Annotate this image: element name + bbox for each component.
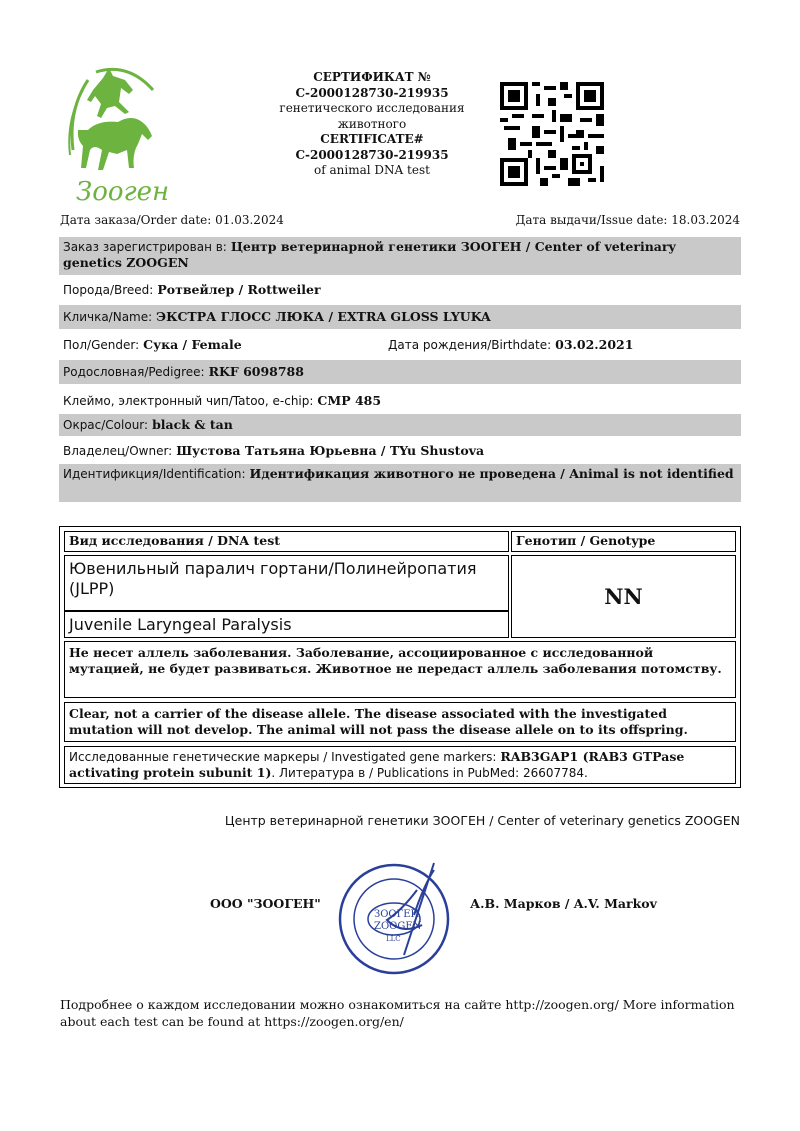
genotype-column-header: Генотип / Genotype (511, 531, 736, 552)
gender-label: Пол/Gender: (63, 338, 140, 352)
result-ru: Не несет аллель заболевания. Заболевание, ассоциированное с исследованной мутацией, не будет развиваться. Животное не передаст аллель заболевания потомству. (64, 641, 736, 698)
certificate-title-ru: СЕРТИФИКАТ № (313, 70, 431, 84)
registered-value: Центр ветеринарной генетики ЗООГЕН / Center of veterinary genetics ZOOGEN (63, 239, 676, 270)
certificate-number-ru: C-2000128730-219935 (295, 85, 449, 100)
identification-row (59, 464, 741, 502)
chip-row (59, 391, 741, 411)
footer-info: Подробнее о каждом исследовании можно ознакомиться на сайте http://zoogen.org/ More information about each test can be found at https://zoogen.org/en/ (60, 997, 735, 1029)
chip-label: Клеймо, электронный чип/Tatoo, e-chip: (63, 394, 314, 408)
svg-text:LLC: LLC (386, 935, 401, 943)
name-value: ЭКСТРА ГЛОСС ЛЮКА / EXTRA GLOSS LYUKA (156, 309, 491, 324)
colour-value: black & tan (152, 417, 233, 432)
qr-code-icon (500, 82, 604, 186)
organization-name: ООО "ЗООГЕН" (210, 896, 321, 911)
pedigree-value: RKF 6098788 (208, 364, 304, 379)
chip-value: CMP 485 (317, 393, 382, 408)
stamp-icon (334, 855, 458, 979)
results-table (59, 526, 741, 788)
horse-logo-icon (58, 60, 168, 210)
genotype-value: NN (511, 555, 736, 638)
test-column-header: Вид исследования / DNA test (64, 531, 509, 552)
identification-label: Идентификция/Identification: (63, 467, 246, 481)
birthdate-value: 03.02.2021 (555, 337, 634, 352)
markers-label: Исследованные генетические маркеры / Investigated gene markers: (69, 750, 497, 764)
markers-value: RAB3GAP1 (RAB3 GTPase activating protein subunit 1) (69, 749, 685, 780)
literature: . Литература в / Publications in PubMed: 26607784. (271, 766, 588, 780)
center-name: Центр ветеринарной генетики ЗООГЕН / Center of veterinary genetics ZOOGEN (224, 813, 740, 828)
gender-row (59, 335, 741, 355)
owner-label: Владелец/Owner: (63, 444, 173, 458)
certificate-subtitle-ru-2: животного (337, 116, 407, 131)
birthdate-label: Дата рождения/Birthdate: (388, 338, 552, 352)
certificate-title-block (256, 70, 488, 179)
test-name-en: Juvenile Laryngeal Paralysis (64, 611, 509, 638)
order-date: Дата заказа/Order date: 01.03.2024 (60, 213, 284, 227)
svg-text:ЗООГЕН: ЗООГЕН (374, 909, 420, 920)
registered-label: Заказ зарегистрирован в: (63, 240, 227, 254)
svg-text:Зооген: Зооген (76, 177, 168, 207)
colour-label: Окрас/Colour: (63, 418, 149, 432)
breed-row (59, 280, 741, 300)
gender-value: Сука / Female (143, 337, 242, 352)
registered-row (59, 237, 741, 275)
pedigree-label: Родословная/Pedigree: (63, 365, 205, 379)
result-en: Clear, not a carrier of the disease allele. The disease associated with the investigated mutation will not develop. The animal will not pass the disease allele on to its offspring. (64, 702, 736, 742)
name-row (59, 305, 741, 329)
identification-value: Идентификация животного не проведена / Animal is not identified (249, 466, 734, 481)
signer-name: А.В. Марков / A.V. Markov (470, 896, 657, 911)
breed-label: Порода/Breed: (63, 283, 154, 297)
certificate-number-en: C-2000128730-219935 (295, 147, 449, 162)
certificate-subtitle-en: of animal DNA test (314, 163, 430, 177)
name-label: Кличка/Name: (63, 310, 153, 324)
colour-row (59, 414, 741, 436)
owner-value: Шустова Татьяна Юрьевна / TYu Shustova (176, 443, 485, 458)
breed-value: Ротвейлер / Rottweiler (157, 282, 321, 297)
pedigree-row (59, 360, 741, 384)
svg-text:ZOOGEN: ZOOGEN (374, 921, 422, 932)
gene-markers (64, 746, 736, 784)
certificate-title-en: CERTIFICATE# (320, 132, 424, 146)
issue-date: Дата выдачи/Issue date: 18.03.2024 (515, 213, 740, 227)
zoogen-logo (58, 60, 168, 210)
test-name-ru: Ювенильный паралич гортани/Полинейропатия (JLPP) (64, 555, 509, 611)
owner-row (59, 441, 741, 461)
dates-line (60, 213, 740, 227)
certificate-subtitle-ru-1: генетического исследования (279, 101, 465, 115)
